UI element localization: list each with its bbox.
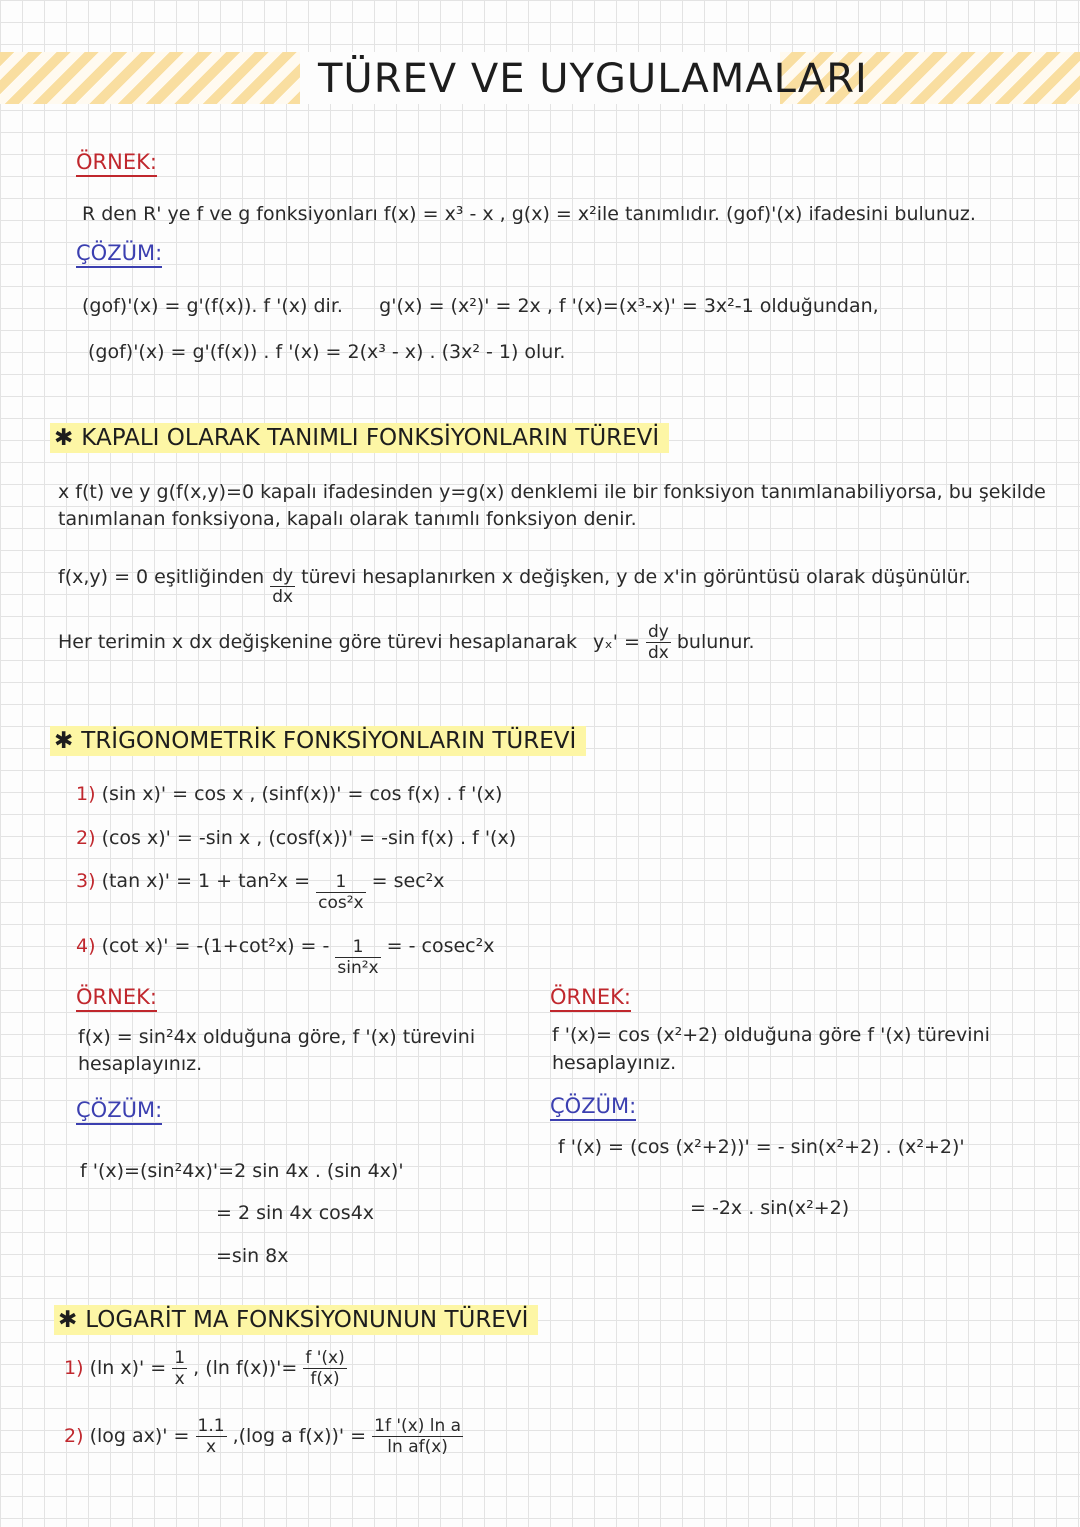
- example1-solution-line2: (gof)'(x) = g'(f(x)) . f '(x) = 2(x³ - x) . (3x² - 1) olur.: [88, 341, 566, 363]
- asterisk-icon: ✱: [54, 728, 74, 754]
- trig-heading-text: TRİGONOMETRİK FONKSİYONLARIN TÜREVİ: [81, 728, 577, 754]
- implicit-heading-text: KAPALI OLARAK TANIMLI FONKSİYONLARIN TÜREVİ: [81, 425, 660, 451]
- log-rule-1-fraction2: $\frac{f '(x)}{f(x)}$: [305, 1348, 345, 1389]
- example3-solution-line1: f '(x) = (cos (x²+2))' = - sin(x²+2) . (x²+2)': [558, 1136, 965, 1158]
- implicit-result-fraction: $\frac{dy}{dx}$: [647, 622, 669, 663]
- log-rule-2-fraction2: $\frac{\text{1f '(x) ln a}}{\text{ln af(x)}}$: [374, 1416, 462, 1457]
- example2-solution-line1: f '(x)=(sin²4x)'=2 sin 4x . (sin 4x)': [80, 1160, 404, 1182]
- implicit-result-line: [58, 622, 755, 663]
- implicit-result-lhs: yₓ' =: [593, 631, 640, 653]
- example1-label: ÖRNEK:: [76, 150, 157, 177]
- trig-rule-4: 4) (cot x)' = -(1+cot²x) = - $\frac{1}{\text{sin²x}}$ = - cosec²x: [76, 935, 495, 978]
- log-section-heading: [54, 1305, 538, 1335]
- implicit-eq-after: türevi hesaplanırken x değişken, y de x'in görüntüsü olarak düşünülür.: [301, 566, 971, 588]
- implicit-result-after: bulunur.: [676, 631, 755, 653]
- dy-dx-fraction: $\frac{dy}{dx}$: [272, 566, 294, 607]
- implicit-eq-before: f(x,y) = 0 eşitliğinden: [58, 566, 265, 588]
- log-rule-1: 1) (ln x)' = $\frac{1}{x}$ , (ln f(x))'= $\frac{f '(x)}{f(x)}$: [64, 1348, 345, 1389]
- example3-solution-label: ÇÖZÜM:: [550, 1094, 636, 1121]
- example2-solution-line2: = 2 sin 4x cos4x: [216, 1202, 375, 1224]
- example2-question-line2: hesaplayınız.: [78, 1053, 203, 1075]
- implicit-paragraph-line2: tanımlanan fonksiyona, kapalı olarak tanımlı fonksiyon denir.: [58, 508, 637, 530]
- log-rule-2-fraction: $\frac{1.1}{x}$: [197, 1416, 225, 1457]
- example2-label: ÖRNEK:: [76, 985, 157, 1012]
- example2-solution-line3: =sin 8x: [216, 1245, 289, 1267]
- example2-question-line1: f(x) = sin²4x olduğuna göre, f '(x) türevini: [78, 1026, 476, 1048]
- trig-rule-2: 2) (cos x)' = -sin x , (cosf(x))' = -sin f(x) . f '(x): [76, 827, 517, 849]
- example3-question-line2: hesaplayınız.: [552, 1052, 677, 1074]
- trig-section-heading: [50, 726, 586, 756]
- implicit-equation-line: [58, 566, 971, 610]
- example3-solution-line2: = -2x . sin(x²+2): [690, 1197, 850, 1219]
- implicit-result-before: Her terimin x dx değişkenine göre türevi hesaplanarak: [58, 631, 577, 653]
- example3-question-line1: f '(x)= cos (x²+2) olduğuna göre f '(x) türevini: [552, 1024, 990, 1046]
- log-heading-text: LOGARİT MA FONKSİYONUNUN TÜREVİ: [85, 1307, 529, 1333]
- example2-solution-label: ÇÖZÜM:: [76, 1098, 162, 1125]
- log-rule-1-fraction: $\frac{1}{x}$: [174, 1348, 186, 1389]
- example3-label: ÖRNEK:: [550, 985, 631, 1012]
- example1-solution-line1: (gof)'(x) = g'(f(x)). f '(x) dir. g'(x) = (x²)' = 2x , f '(x)=(x³-x)' = 3x²-1 olduğundan,: [82, 295, 879, 317]
- implicit-paragraph-line1: x f(t) ve y g(f(x,y)=0 kapalı ifadesinden y=g(x) denklemi ile bir fonksiyon tanımlanabiliyorsa, bu şekilde: [58, 481, 1046, 503]
- example1-question: R den R' ye f ve g fonksiyonları f(x) = x³ - x , g(x) = x²ile tanımlıdır. (gof)'(x) ifadesini bulunuz.: [82, 203, 976, 225]
- trig-rule-1: 1) (sin x)' = cos x , (sinf(x))' = cos f(x) . f '(x): [76, 783, 503, 805]
- trig-rule-3-fraction: $\frac{1}{\text{cos²x}}$: [318, 872, 364, 913]
- trig-rule-3: 3) (tan x)' = 1 + tan²x = $\frac{1}{\text{cos²x}}$ = sec²x: [76, 870, 445, 913]
- trig-rule-4-fraction: $\frac{1}{\text{sin²x}}$: [337, 937, 379, 978]
- implicit-section-heading: [50, 423, 669, 453]
- example1-solution-label: ÇÖZÜM:: [76, 241, 162, 268]
- log-rule-2: 2) (log ax)' = $\frac{1.1}{x}$ ,(log a f(x))' = $\frac{\text{1f '(x) ln a}}{\text{ln af(x)}}$: [64, 1416, 462, 1457]
- asterisk-icon: ✱: [54, 425, 74, 451]
- asterisk-icon: ✱: [58, 1307, 78, 1333]
- page-title: TÜREV VE UYGULAMALARI: [318, 56, 868, 102]
